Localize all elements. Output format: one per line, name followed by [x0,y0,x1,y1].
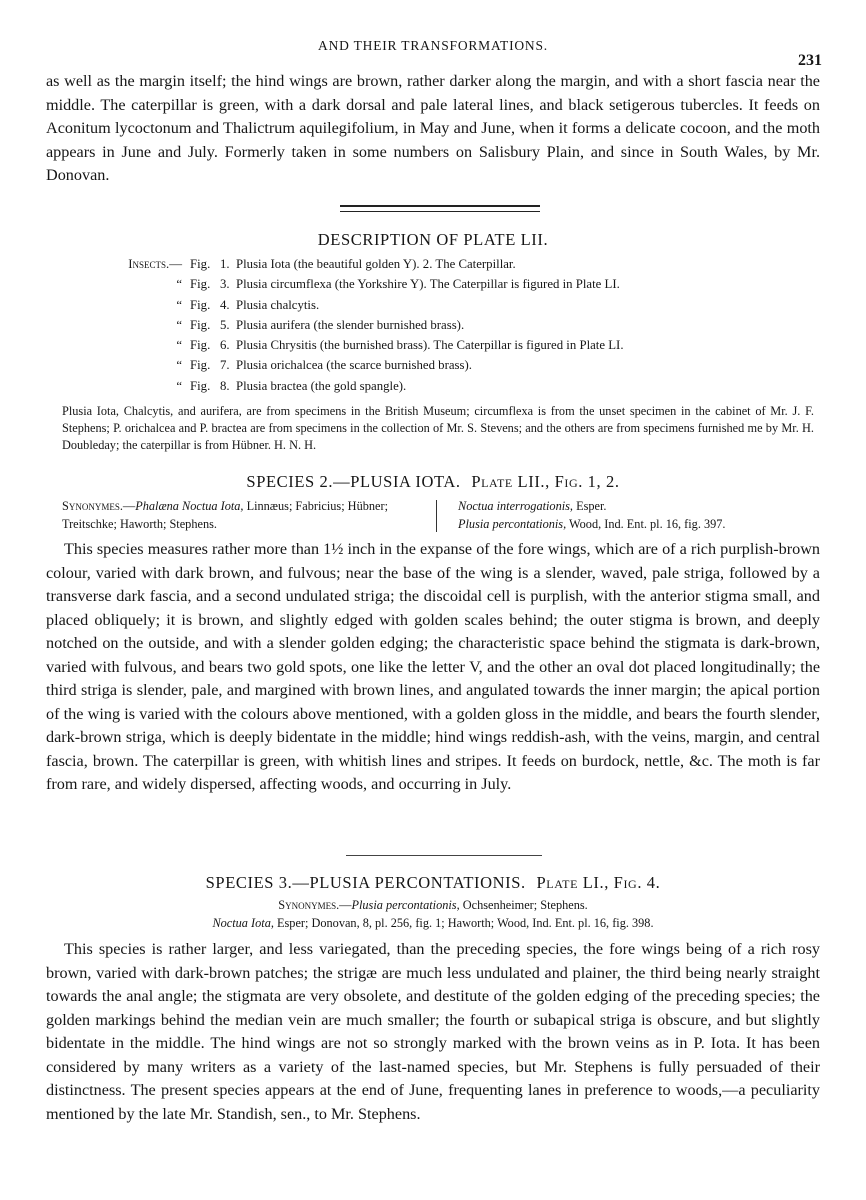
plate-row [120,295,760,315]
plate-row-label: “ [176,297,182,312]
synonyms-separator [436,500,437,532]
plate-row-num: 8. [220,378,230,393]
synonym-rest: Wood, Ind. Ent. pl. 16, fig. 397. [569,516,726,531]
species3-synonyms-line2 [0,914,866,932]
species2-heading: SPECIES 2.—PLUSIA IOTA. [246,472,461,491]
plate-title: DESCRIPTION OF PLATE LII. [317,230,549,249]
plate-row-label: “ [176,358,182,373]
plate-row-text: Plusia bractea (the gold spangle). [236,378,407,393]
plate-row-label: “ [176,277,182,292]
plate-row-label: “ [176,338,182,353]
synonym-italic: Noctua interrogationis, [458,499,574,513]
section-divider [340,205,540,212]
plate-row-fig: Fig. [190,358,211,373]
species2-heading-line [0,472,866,492]
synonyms-label: Synonymes.— [62,499,136,513]
synonyms-label: Synonymes.— [278,898,352,912]
synonym-rest: Ochsenheimer; Stephens. [462,898,588,912]
species3-heading: SPECIES 3.—PLUSIA PERCONTATIONIS. [205,873,526,892]
plate-row-fig: Fig. [190,257,211,271]
plate-row [120,254,760,274]
plate-row-num: 5. [220,317,230,332]
section-divider [346,855,542,856]
plate-row-fig: Fig. [190,317,211,332]
plate-row-text: Plusia chalcytis. [236,297,320,312]
species3-description: This species is rather larger, and less variegated, than the preceding species, the fore wings being of a rich rosy brown, varied with dark-brown patches; the strigæ are much less undulated and plainer, the third being nearly straight towards the anal angle; the stigmata are very obsolete, and destitute of the golden edging of the preceding species; the golden markings behind the median vein are much smaller; the fourth or subapical striga is obscure, and but slightly bidentate in the middle. The hind wings are not so strongly marked with the brown veins as in P. Iota. It has been considered by many writers as a variety of the last-named species, but Mr. Stephens is fully persuaded of their distinctness. The present species appears at the end of June, frequenting lanes in preference to woods,—a peculiarity mentioned by the late Mr. Standish, sen., to Mr. Stephens. [46,940,820,1123]
species3-plate-ref: Plate LI., Fig. 4. [536,873,661,892]
running-header: AND THEIR TRANSFORMATIONS. [318,38,548,53]
plate-row-fig: Fig. [190,297,211,312]
plate-row-num: 4. [220,297,230,312]
plate-row-fig: Fig. [190,338,211,353]
species3-synonyms-line1 [0,896,866,914]
plate-row-label: “ [176,378,182,393]
plate-row-num: 1. [220,257,230,271]
synonym-rest: Esper; Donovan, 8, pl. 256, fig. 1; Haworth; Wood, Ind. Ent. pl. 16, fig. 398. [277,916,654,930]
plate-row-text: Plusia orichalcea (the scarce burnished brass). [236,358,472,373]
synonym-italic: Plusia percontationis, [351,898,460,912]
plate-row [120,376,760,396]
plate-row-num: 7. [220,358,230,373]
plate-row-text: Plusia Chrysitis (the burnished brass). The Caterpillar is figured in Plate LI. [236,338,624,353]
plate-row-text: Plusia aurifera (the slender burnished brass). [236,317,465,332]
synonym-rest: Linnæus; Fabricius; Hübner; Treitschke; Haworth; Stephens. [62,499,388,531]
plate-row-label: Insects.— [128,257,182,271]
plate-row-num: 3. [220,277,230,292]
synonym-italic: Phalæna Noctua Iota, [135,499,244,513]
species2-synonyms-left [62,498,422,533]
plate-row [120,274,760,294]
species2-synonyms-right [458,498,838,533]
plate-row-fig: Fig. [190,378,211,393]
plate-row [120,315,760,335]
synonym-line [458,516,838,534]
plate-row [120,355,760,375]
synonym-italic: Noctua Iota, [212,916,274,930]
page-number: 231 [798,52,822,69]
plate-row-label: “ [176,317,182,332]
species2-plate-ref: Plate LII., Fig. 1, 2. [471,472,620,491]
plate-row [120,335,760,355]
species3-heading-line [0,873,866,893]
synonym-italic: Plusia percontationis, [458,516,567,531]
synonym-rest: Esper. [576,499,607,513]
plate-row-text: Plusia Iota (the beautiful golden Y). 2. The Caterpillar. [236,257,516,271]
species2-description: This species measures rather more than 1½ inch in the expanse of the fore wings, which are of a rich purplish-brown colour, varied with dark brown, and fulvous; near the base of the wing is a slender, waved, pale striga, followed by a transverse dark fascia, and a second undulated striga; the discoidal cell is purplish, with the anterior stigma small, and placed obliquely; it is brown, and slightly edged with golden scales behind; the outer stigma is brown, and deeply notched on the outside, and with a slender golden edging; the characteristic space behind the stigmata is dark-brown, varied with fulvous, and bears two gold spots, one like the letter V, and the other an oval dot placed longitudinally; the third striga is slender, pale, and margined with brown lines, and angulated towards the inner margin; the apical portion of the wing is varied with the colours above mentioned, with a golden gloss in the middle, and bears the fourth slender, dark-brown striga, which is deeply bidentate in the middle; hind wings reddish-ash, with the veins, margin, and central fascia, brown. The caterpillar is green, with whitish lines and stripes. It feeds on burdock, nettle, &c. The moth is far from rare, and widely dispersed, affecting woods, and occurring in July. [46,540,820,793]
synonym-line [458,498,838,516]
plate-row-num: 6. [220,338,230,353]
plate-note: Plusia Iota, Chalcytis, and aurifera, are from specimens in the British Museum; circumflexa is from the unset specimen in the cabinet of Mr. J. F. Stephens; P. orichalcea and P. bractea are from specimens in the collection of Mr. S. Stevens; and the others are from specimens furnished me by Mr. H. Doubleday; the caterpillar is from Hübner. H. N. H. [62,404,814,452]
plate-row-fig: Fig. [190,277,211,292]
plate-row-text: Plusia circumflexa (the Yorkshire Y). The Caterpillar is figured in Plate LI. [236,277,620,292]
plate-figure-list [120,254,760,396]
intro-paragraph: as well as the margin itself; the hind wings are brown, rather darker along the margin, and with a short fascia near the middle. The caterpillar is green, with a dark dorsal and pale lateral lines, and black setigerous tubercles. It feeds on Aconitum lycoctonum and Thalictrum aquilegifolium, in May and June, when it forms a delicate cocoon, and the moth appears in June and July. Formerly taken in some numbers on Salisbury Plain, and since in South Wales, by Mr. Donovan. [46,72,820,184]
